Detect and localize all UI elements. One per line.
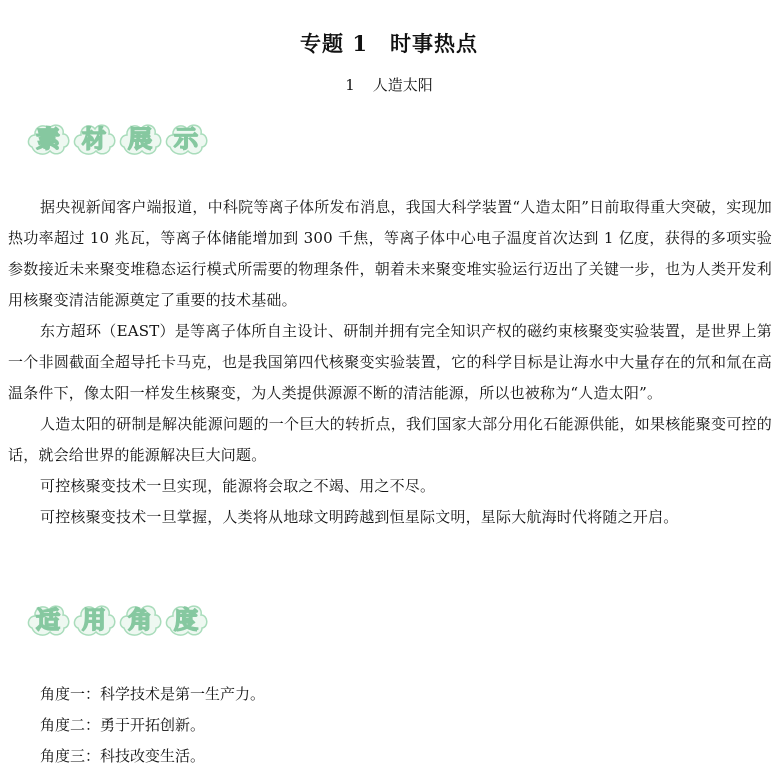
banner-char-3: 展	[118, 119, 162, 159]
section-heading	[0, 74, 778, 95]
angles-banner	[26, 600, 208, 640]
page-title: 专题 1 时事热点	[300, 31, 478, 56]
paragraph-1: 据央视新闻客户端报道，中科院等离子体所发布消息，我国大科学装置“人造太阳”日前取得重大突破，实现加热功率超过 10 兆瓦，等离子体储能增加到 300 千焦，等离子体中心电子温度首次达到 1 亿度，获得的多项实验参数接近未来聚变堆稳态运行模式所需要的物理条件，朝着未来聚变堆实验运行迈出了关键一步，也为人类开发利用核聚变清洁能源奠定了重要的技术基础。	[8, 198, 772, 309]
angle-item-2: 角度二：勇于开拓创新。	[40, 716, 206, 734]
angle-item-1: 角度一：科学技术是第一生产力。	[40, 685, 266, 703]
material-banner	[26, 119, 208, 159]
paragraph-3: 人造太阳的研制是解决能源问题的一个巨大的转折点，我们国家大部分用化石能源供能，如果核能聚变可控的话，就会给世界的能源解决巨大问题。	[8, 415, 772, 464]
paragraph-4: 可控核聚变技术一旦实现，能源将会取之不竭、用之不尽。	[40, 477, 436, 495]
banner-char-1: 适	[26, 600, 70, 640]
section-title: 人造太阳	[372, 76, 433, 94]
article-body	[8, 192, 772, 533]
banner-char-1: 素	[26, 119, 70, 159]
section-number: 1	[345, 76, 355, 94]
banner-char-2: 用	[72, 600, 116, 640]
angle-item-3: 角度三：科技改变生活。	[40, 747, 206, 765]
banner-char-4: 示	[164, 119, 208, 159]
banner-char-4: 度	[164, 600, 208, 640]
angles-list	[40, 679, 265, 772]
banner-char-3: 角	[118, 600, 162, 640]
paragraph-5: 可控核聚变技术一旦掌握，人类将从地球文明跨越到恒星际文明，星际大航海时代将随之开启。	[40, 508, 679, 526]
banner-char-2: 材	[72, 119, 116, 159]
paragraph-2: 东方超环（EAST）是等离子体所自主设计、研制并拥有完全知识产权的磁约束核聚变实验装置，是世界上第一个非圆截面全超导托卡马克，也是我国第四代核聚变实验装置，它的科学目标是让海水中大量存在的氘和氚在高温条件下，像太阳一样发生核聚变，为人类提供源源不断的清洁能源，所以也被称为“人造太阳”。	[8, 322, 772, 402]
